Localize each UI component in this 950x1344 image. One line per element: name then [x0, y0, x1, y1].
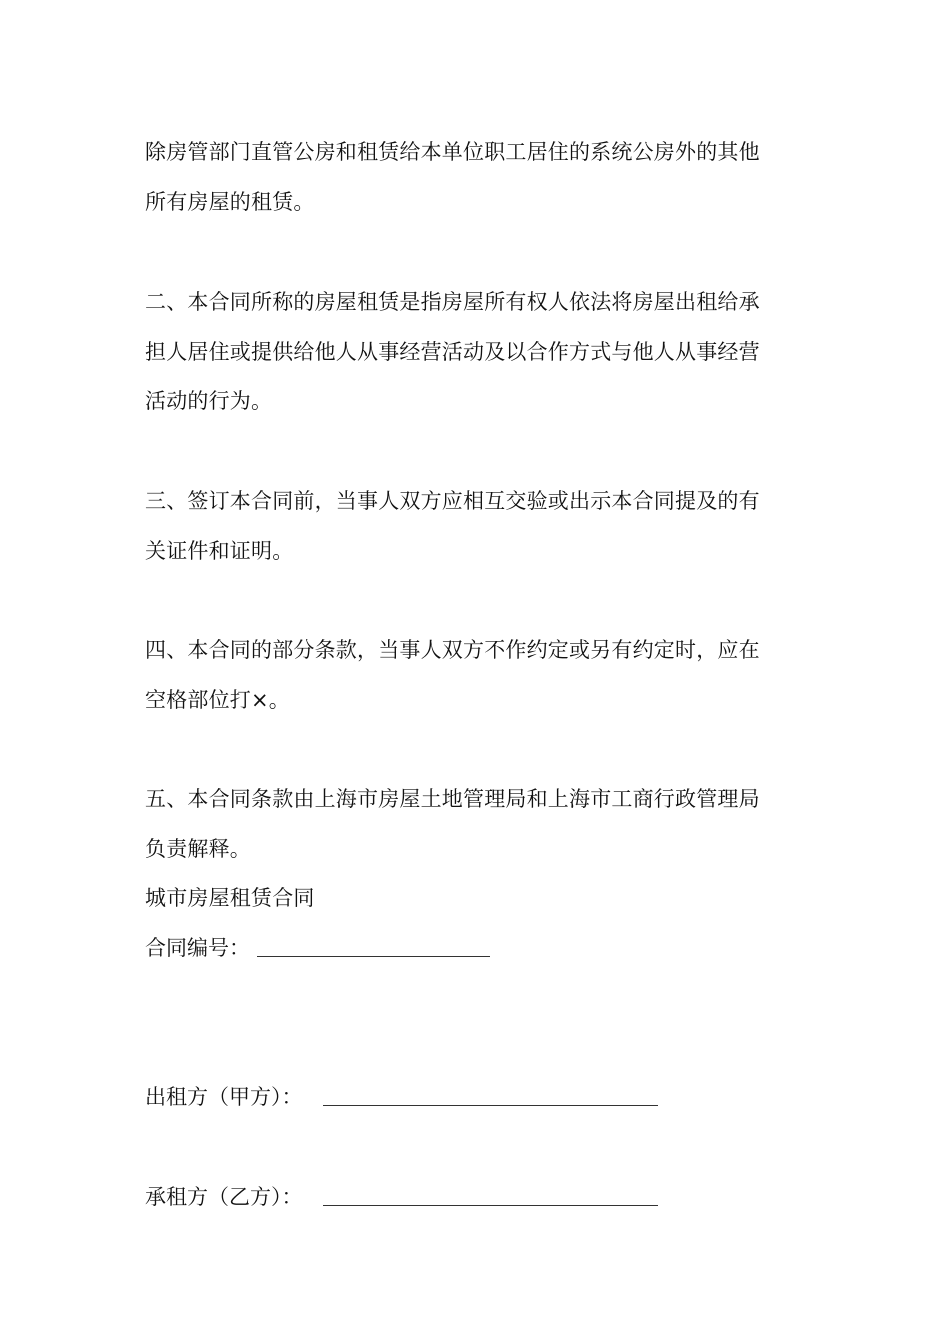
paragraph-5-line-1: 五、本合同条款由上海市房屋土地管理局和上海市工商行政管理局	[145, 787, 760, 811]
lessor-label: 出租方（甲方）：	[145, 1085, 303, 1109]
paragraph-3-line-1: 三、签订本合同前，当事人双方应相互交验或出示本合同提及的有	[145, 489, 760, 513]
paragraph-4-line-1: 四、本合同的部分条款，当事人双方不作约定或另有约定时，应在	[145, 638, 760, 662]
contract-number-label: 合同编号：	[145, 936, 250, 960]
contract-title: 城市房屋租赁合同	[145, 886, 315, 910]
lessee-blank[interactable]	[323, 1205, 658, 1206]
paragraph-3-line-2: 关证件和证明。	[145, 539, 294, 563]
lessee-label: 承租方（乙方）：	[145, 1185, 303, 1209]
paragraph-1-line-1: 除房管部门直管公房和租赁给本单位职工居住的系统公房外的其他	[145, 140, 760, 164]
lessor-blank[interactable]	[323, 1105, 658, 1106]
paragraph-5-line-2: 负责解释。	[145, 837, 251, 861]
paragraph-2-line-3: 活动的行为。	[145, 389, 273, 413]
contract-number-blank[interactable]	[257, 956, 490, 957]
paragraph-1-line-2: 所有房屋的租赁。	[145, 190, 315, 214]
paragraph-2-line-2: 担人居住或提供给他人从事经营活动及以合作方式与他人从事经营	[145, 340, 760, 364]
paragraph-4-line-2: 空格部位打×。	[145, 688, 290, 712]
paragraph-2-line-1: 二、本合同所称的房屋租赁是指房屋所有权人依法将房屋出租给承	[145, 290, 760, 314]
